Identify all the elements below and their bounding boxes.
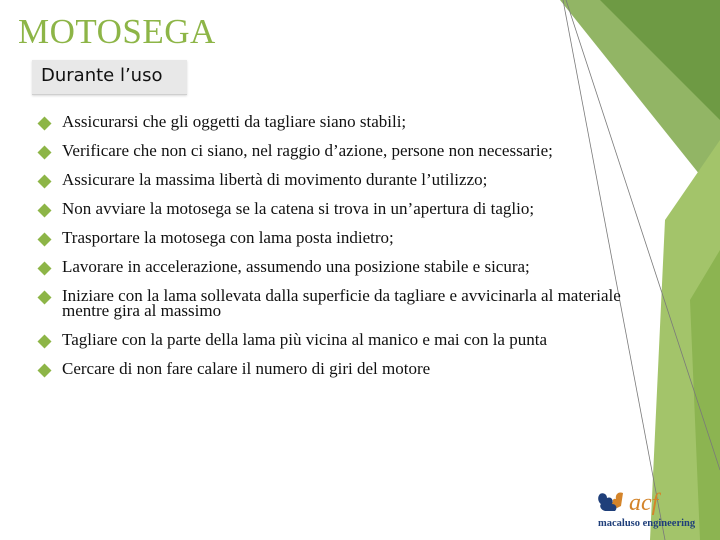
bullet-item xyxy=(37,288,637,318)
diamond-bullet-icon xyxy=(37,261,52,276)
logo-mark-text: acf xyxy=(629,490,659,516)
bullet-item xyxy=(37,332,637,347)
bullet-text: Lavorare in accelerazione, assumendo una posizione stabile e sicura; xyxy=(62,257,530,276)
bullet-text: Assicurarsi che gli oggetti da tagliare siano stabili; xyxy=(62,112,407,131)
bullet-item xyxy=(37,114,637,129)
logo-company-name: macaluso engineering xyxy=(598,518,696,529)
bullet-item xyxy=(37,361,637,376)
diamond-bullet-icon xyxy=(37,232,52,247)
company-logo xyxy=(596,488,712,532)
subtitle-box xyxy=(32,60,187,95)
bullet-text: Tagliare con la parte della lama più vicina al manico e mai con la punta xyxy=(62,330,547,349)
diamond-bullet-icon xyxy=(37,290,52,305)
bullet-item xyxy=(37,172,637,187)
diamond-bullet-icon xyxy=(37,363,52,378)
bullet-text: Assicurare la massima libertà di movimento durante l’utilizzo; xyxy=(62,170,488,189)
diamond-bullet-icon xyxy=(37,116,52,131)
diamond-bullet-icon xyxy=(37,145,52,160)
bullet-list xyxy=(37,114,637,390)
bullet-item xyxy=(37,230,637,245)
diamond-bullet-icon xyxy=(37,174,52,189)
bullet-text: Verificare che non ci siano, nel raggio d’azione, persone non necessarie; xyxy=(62,141,553,160)
bullet-text: Cercare di non fare calare il numero di giri del motore xyxy=(62,359,431,378)
bullet-item xyxy=(37,259,637,274)
diamond-bullet-icon xyxy=(37,334,52,349)
bullet-text: Non avviare la motosega se la catena si trova in un’apertura di taglio; xyxy=(62,199,535,218)
slide-subtitle: Durante l’uso xyxy=(41,65,163,86)
slide-title: MOTOSEGA xyxy=(18,12,216,51)
bullet-text: Iniziare con la lama sollevata dalla superficie da tagliare e avvicinarla al materiale mentre gira al massimo xyxy=(62,286,621,320)
bullet-item xyxy=(37,143,637,158)
bullet-text: Trasportare la motosega con lama posta indietro; xyxy=(62,228,394,247)
logo-mark-icon xyxy=(598,492,623,511)
bullet-item xyxy=(37,201,637,216)
diamond-bullet-icon xyxy=(37,203,52,218)
